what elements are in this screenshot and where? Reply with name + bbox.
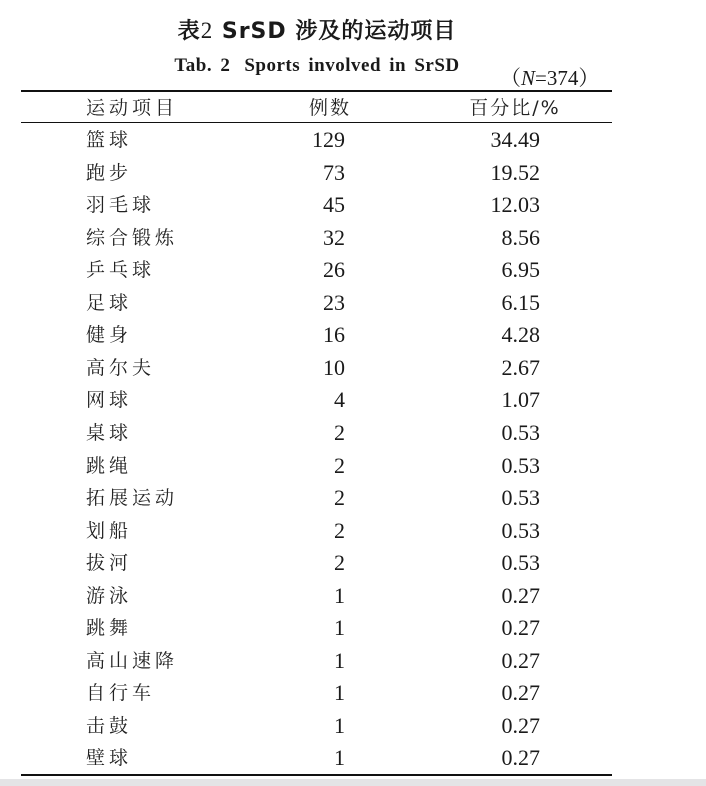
sport-cell: 自行车 <box>86 682 156 705</box>
sample-size-note <box>500 62 599 92</box>
sport-cell: 跑步 <box>86 161 133 184</box>
bottom-rule <box>21 774 612 776</box>
count-cell: 1 <box>334 680 345 706</box>
header-percent: 百分比/% <box>469 97 561 119</box>
table-row <box>0 224 706 254</box>
count-cell: 23 <box>323 289 345 315</box>
percent-cell: 0.53 <box>501 452 540 478</box>
percent-cell: 8.56 <box>501 224 540 250</box>
header-sport: 运动项目 <box>86 97 179 119</box>
top-rule <box>21 90 612 92</box>
table-row <box>0 191 706 221</box>
sport-cell: 高尔夫 <box>86 356 156 379</box>
table-row <box>0 517 706 547</box>
sport-cell: 篮球 <box>86 129 133 151</box>
percent-cell: 6.15 <box>501 289 540 315</box>
percent-cell: 0.27 <box>501 680 540 706</box>
count-cell: 2 <box>334 517 345 543</box>
table-row <box>0 419 706 449</box>
n-value: =374 <box>535 66 579 90</box>
sport-cell: 拓展运动 <box>86 487 179 510</box>
sport-cell: 桌球 <box>86 421 133 444</box>
paren-open: （ <box>500 66 521 90</box>
count-cell: 73 <box>323 159 345 185</box>
sport-cell: 划船 <box>86 519 133 542</box>
count-cell: 26 <box>323 257 345 283</box>
percent-cell: 1.07 <box>501 387 540 413</box>
sport-cell: 健身 <box>86 324 133 347</box>
table-row <box>0 744 706 774</box>
sport-cell: 击鼓 <box>86 714 133 737</box>
sport-cell: 高山速降 <box>86 649 179 672</box>
percent-cell: 2.67 <box>501 354 540 380</box>
percent-cell: 12.03 <box>490 192 540 218</box>
count-cell: 32 <box>323 224 345 250</box>
percent-cell: 0.53 <box>501 419 540 445</box>
header-count: 例数 <box>308 97 351 119</box>
table-caption-cn <box>0 14 634 45</box>
sport-cell: 游泳 <box>86 584 133 607</box>
percent-cell: 0.27 <box>501 647 540 673</box>
sport-cell: 足球 <box>86 291 133 314</box>
table-row <box>0 582 706 612</box>
table-row <box>0 256 706 286</box>
percent-cell: 19.52 <box>490 159 540 185</box>
table-row <box>0 484 706 514</box>
table-row <box>0 679 706 709</box>
n-symbol: N <box>521 66 536 90</box>
table-row <box>0 289 706 319</box>
percent-cell: 0.53 <box>501 485 540 511</box>
sport-cell: 跳舞 <box>86 617 133 640</box>
table-header-row <box>0 94 706 124</box>
sport-cell: 羽毛球 <box>86 194 156 217</box>
sport-cell: 跳绳 <box>86 454 133 477</box>
table-row <box>0 159 706 189</box>
count-cell: 1 <box>334 647 345 673</box>
count-cell: 2 <box>334 485 345 511</box>
table-row <box>0 614 706 644</box>
table-row <box>0 549 706 579</box>
sport-cell: 壁球 <box>86 747 133 770</box>
count-cell: 1 <box>334 582 345 608</box>
percent-cell: 0.27 <box>501 615 540 641</box>
sport-cell: 网球 <box>86 389 133 412</box>
count-cell: 1 <box>334 712 345 738</box>
sport-cell: 综合锻炼 <box>86 226 179 249</box>
count-cell: 2 <box>334 550 345 576</box>
percent-cell: 4.28 <box>501 322 540 348</box>
count-cell: 1 <box>334 615 345 641</box>
percent-cell: 34.49 <box>490 127 540 152</box>
count-cell: 10 <box>323 354 345 380</box>
count-cell: 4 <box>334 387 345 413</box>
count-cell: 129 <box>312 127 345 152</box>
percent-cell: 0.27 <box>501 712 540 738</box>
count-cell: 45 <box>323 192 345 218</box>
page-edge-band <box>0 779 706 786</box>
count-cell: 16 <box>323 322 345 348</box>
caption-en-label: Tab. 2 <box>174 55 231 76</box>
percent-cell: 0.27 <box>501 582 540 608</box>
percent-cell: 0.53 <box>501 517 540 543</box>
caption-cn-number: 2 <box>200 18 214 43</box>
table-row <box>0 452 706 482</box>
count-cell: 2 <box>334 419 345 445</box>
percent-cell: 0.27 <box>501 745 540 771</box>
count-cell: 1 <box>334 745 345 771</box>
table-row <box>0 354 706 384</box>
percent-cell: 6.95 <box>501 257 540 283</box>
caption-en-title: Sports involved in SrSD <box>244 55 460 76</box>
table-row <box>0 321 706 351</box>
paren-close: ） <box>578 66 600 90</box>
header-rule <box>21 122 612 123</box>
percent-cell: 0.53 <box>501 550 540 576</box>
sport-cell: 拔河 <box>86 552 133 575</box>
caption-cn-title: SrSD 涉及的运动项目 <box>221 19 457 44</box>
caption-cn-prefix: 表 <box>177 19 201 44</box>
count-cell: 2 <box>334 452 345 478</box>
table-row <box>0 712 706 742</box>
sport-cell: 乒乓球 <box>86 259 156 282</box>
table-row <box>0 386 706 416</box>
table-row <box>0 126 706 156</box>
table-row <box>0 647 706 677</box>
